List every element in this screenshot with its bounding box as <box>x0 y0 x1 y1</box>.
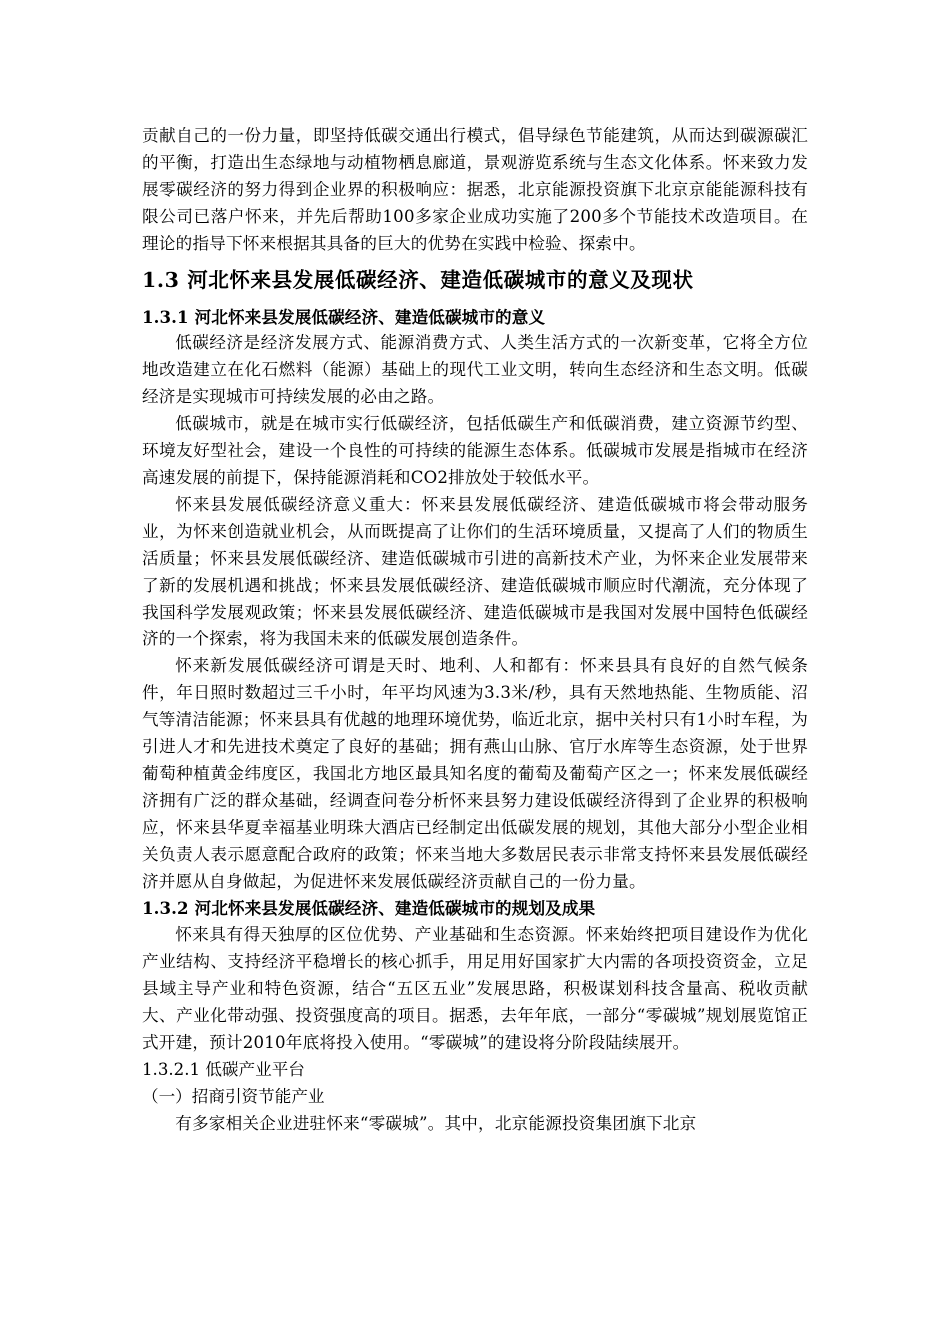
paragraph-enterprises: 有多家相关企业进驻怀来“零碳城”。其中，北京能源投资集团旗下北京 <box>175 1113 697 1133</box>
paragraph-low-carbon-economy: 低碳经济是经济发展方式、能源消费方式、人类生活方式的一次新变革，它将全方位地改造建立在化石燃料（能源）基础上的现代工业文明，转向生态经济和生态文明。低碳经济是实现城市可持续发展的必由之路。 <box>142 333 808 407</box>
section-heading-1-3-2-1: 1.3.2.1 低碳产业平台 <box>142 1059 305 1079</box>
paragraph-advantages: 怀来新发展低碳经济可谓是天时、地利、人和都有：怀来县具有良好的自然气候条件，年日照时数超过三千小时，年平均风速为3.3米/秒，具有天然地热能、生物质能、沼气等清洁能源；怀来县具有优越的地理环境优势，临近北京，据中关村只有1小时车程，为引进人才和先进技术奠定了良好的基础；拥有燕山山脉、官厅水库等生态资源，处于世界葡萄种植黄金纬度区，我国北方地区最具知名度的葡萄及葡萄产区之一；怀来发展低碳经济拥有广泛的群众基础，经调查问卷分析怀来县努力建设低碳经济得到了企业界的积极响应，怀来县华夏幸福基业明珠大酒店已经制定出低碳发展的规划，其他大部分小型企业相关负责人表示愿意配合政府的政策；怀来当地大多数居民表示非常支持怀来县发展低碳经济并愿从自身做起，为促进怀来发展低碳经济贡献自己的一份力量。 <box>142 656 808 891</box>
document-page <box>142 123 808 1138</box>
paragraph-low-carbon-city: 低碳城市，就是在城市实行低碳经济，包括低碳生产和低碳消费，建立资源节约型、环境友好型社会，建设一个良性的可持续的能源生态体系。低碳城市发展是指城市在经济高速发展的前提下，保持能源消耗和CO2排放处于较低水平。 <box>142 414 808 487</box>
paragraph-significance: 怀来县发展低碳经济意义重大：怀来县发展低碳经济、建造低碳城市将会带动服务业，为怀来创造就业机会，从而既提高了让你们的生活环境质量，又提高了人们的物质生活质量；怀来县发展低碳经济、建造低碳城市引进的高新技术产业，为怀来企业发展带来了新的发展机遇和挑战；怀来县发展低碳经济、建造低碳城市顺应时代潮流，充分体现了我国科学发展观政策；怀来县发展低碳经济、建造低碳城市是我国对发展中国特色低碳经济的一个探索，将为我国未来的低碳发展创造条件。 <box>142 494 808 649</box>
paragraph-planning: 怀来具有得天独厚的区位优势、产业基础和生态资源。怀来始终把项目建设作为优化产业结构、支持经济平稳增长的核心抓手，用足用好国家扩大内需的各项投资资金，立足县域主导产业和特色资源，结合“五区五业”发展思路，积极谋划科技含量高、税收贡献大、产业化带动强、投资强度高的项目。据悉，去年年底，一部分“零碳城”规划展览馆正式开建，预计2010年底将投入使用。“零碳城”的建设将分阶段陆续展开。 <box>142 925 808 1052</box>
subsection-heading-investment: （一）招商引资节能产业 <box>142 1086 325 1106</box>
paragraph-continuation: 贡献自己的一份力量，即坚持低碳交通出行模式，倡导绿色节能建筑，从而达到碳源碳汇的平衡，打造出生态绿地与动植物栖息廊道，景观游览系统与生态文化体系。怀来致力发展零碳经济的努力得到企业界的积极响应：据悉，北京能源投资旗下北京京能能源科技有限公司已落户怀来，并先后帮助100多家企业成功实施了200多个节能技术改造项目。在理论的指导下怀来根据其具备的巨大的优势在实践中检验、探索中。 <box>142 126 808 253</box>
section-heading-1-3-1: 1.3.1 河北怀来县发展低碳经济、建造低碳城市的意义 <box>142 306 546 327</box>
section-heading-1-3: 1.3 河北怀来县发展低碳经济、建造低碳城市的意义及现状 <box>142 267 694 292</box>
section-heading-1-3-2: 1.3.2 河北怀来县发展低碳经济、建造低碳城市的规划及成果 <box>142 898 596 919</box>
